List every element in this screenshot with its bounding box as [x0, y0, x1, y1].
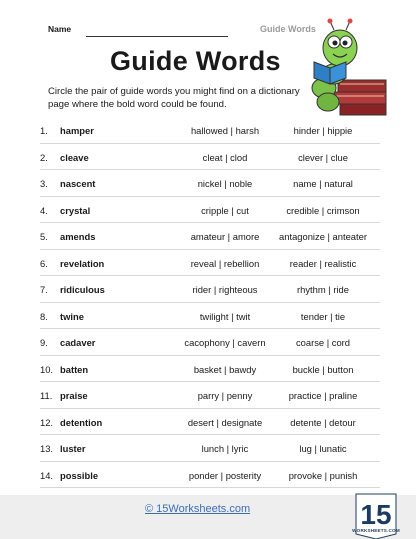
question-number: 10.: [40, 363, 54, 375]
question-row: [40, 170, 380, 197]
question-number: 4.: [40, 204, 48, 216]
question-row: [40, 356, 380, 383]
question-row: [40, 117, 380, 144]
guide-words-option-a[interactable]: cleat | clod: [202, 151, 248, 163]
bold-word: cleave: [60, 151, 89, 163]
question-row: [40, 144, 380, 171]
sheet-title: Guide Words: [260, 24, 316, 34]
guide-words-option-a[interactable]: reveal | rebellion: [190, 257, 260, 269]
question-number: 13.: [40, 443, 54, 454]
question-number: 14.: [40, 469, 54, 481]
guide-words-option-b[interactable]: hinder | hippie: [293, 125, 353, 136]
question-number: 6.: [40, 257, 48, 269]
guide-words-option-b[interactable]: provoke | punish: [288, 469, 358, 481]
question-number: 5.: [40, 231, 48, 242]
guide-words-option-a[interactable]: ponder | posterity: [188, 469, 262, 481]
name-label: Name: [48, 24, 72, 34]
question-row: [40, 409, 380, 436]
bold-word: cadaver: [60, 337, 96, 348]
copyright-link[interactable]: © 15Worksheets.com: [145, 503, 251, 515]
question-row: [40, 276, 380, 303]
bold-word: detention: [60, 416, 103, 428]
bold-word: crystal: [60, 204, 91, 216]
question-number: 11.: [40, 390, 53, 401]
bold-word: twine: [60, 310, 84, 322]
guide-words-option-b[interactable]: reader | realistic: [289, 257, 357, 269]
logo-number: 15: [360, 499, 392, 530]
bookworm-reading-icon: [300, 18, 392, 118]
question-row: [40, 250, 380, 277]
guide-words-option-a[interactable]: hallowed | harsh: [190, 125, 260, 136]
guide-words-option-a[interactable]: nickel | noble: [197, 178, 253, 189]
guide-words-option-b[interactable]: practice | praline: [288, 390, 358, 401]
question-number: 3.: [40, 178, 48, 189]
bold-word: nascent: [60, 178, 96, 189]
guide-words-option-b[interactable]: lug | lunatic: [299, 443, 347, 454]
bold-word: revelation: [60, 257, 105, 269]
name-field-line: [86, 36, 228, 37]
guide-words-option-a[interactable]: lunch | lyric: [201, 443, 249, 454]
guide-words-option-b[interactable]: detente | detour: [290, 416, 356, 428]
guide-words-option-b[interactable]: tender | tie: [300, 310, 346, 322]
question-number: 9.: [40, 337, 48, 348]
guide-words-option-a[interactable]: cacophony | cavern: [184, 337, 266, 348]
guide-words-option-b[interactable]: coarse | cord: [295, 337, 351, 348]
bold-word: luster: [60, 443, 86, 454]
guide-words-option-a[interactable]: twilight | twit: [199, 310, 251, 322]
guide-words-option-b[interactable]: credible | crimson: [286, 204, 360, 216]
guide-words-option-b[interactable]: name | natural: [293, 178, 353, 189]
question-row: [40, 197, 380, 224]
question-row: [40, 223, 380, 250]
guide-words-option-a[interactable]: basket | bawdy: [193, 363, 257, 375]
guide-words-option-a[interactable]: amateur | amore: [190, 231, 260, 242]
bold-word: praise: [60, 390, 88, 401]
question-list: [40, 117, 380, 488]
bold-word: batten: [60, 363, 89, 375]
question-number: 2.: [40, 151, 48, 163]
guide-words-option-a[interactable]: desert | designate: [187, 416, 263, 428]
instructions: Circle the pair of guide words you might find on a dictionary page where the bold word could be found.: [48, 86, 300, 110]
guide-words-option-b[interactable]: clever | clue: [298, 151, 348, 163]
bold-word: possible: [60, 469, 99, 481]
bold-word: amends: [60, 231, 96, 242]
guide-words-option-b[interactable]: antagonize | anteater: [279, 231, 367, 242]
page-title: Guide Words: [110, 46, 281, 76]
bold-word: hamper: [60, 125, 94, 136]
question-row: [40, 462, 380, 489]
question-number: 8.: [40, 310, 48, 322]
question-number: 7.: [40, 284, 48, 295]
question-row: [40, 329, 380, 356]
question-row: [40, 303, 380, 330]
guide-words-option-b[interactable]: buckle | button: [292, 363, 354, 375]
guide-words-option-b[interactable]: rhythm | ride: [297, 284, 349, 295]
guide-words-option-a[interactable]: cripple | cut: [201, 204, 249, 216]
question-number: 1.: [40, 125, 48, 136]
logo-caption: WORKSHEETS.COM: [352, 528, 400, 533]
bold-word: ridiculous: [60, 284, 105, 295]
guide-words-option-a[interactable]: rider | righteous: [192, 284, 258, 295]
question-number: 12.: [40, 416, 54, 428]
question-row: [40, 382, 380, 409]
guide-words-option-a[interactable]: parry | penny: [197, 390, 253, 401]
question-row: [40, 435, 380, 462]
